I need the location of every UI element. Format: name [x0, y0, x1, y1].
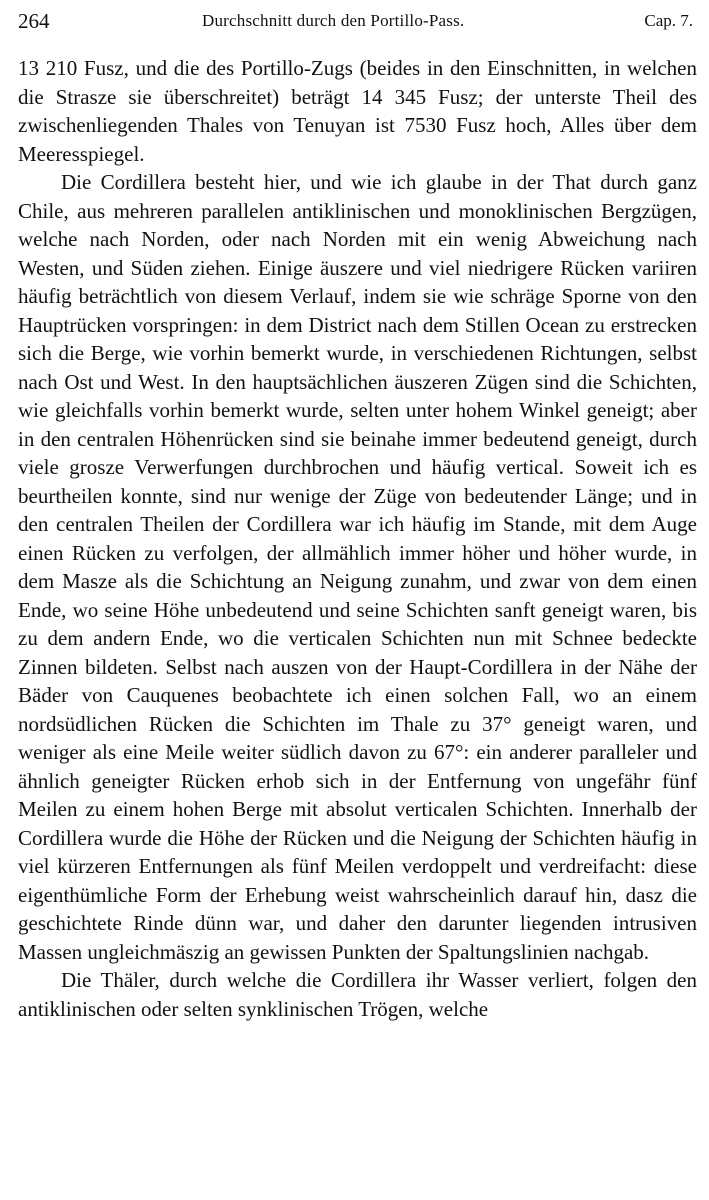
paragraph-cordillera-structure: Die Cordillera besteht hier, und wie ich glaube in der That durch ganz Chile, aus mehreren parallelen antiklinischen und monoklinischen Bergzügen, welche nach Norden, oder nach Norden mit ein wenig Abweichung nach Westen, und Süden ziehen. Einige äuszere und viel niedrigere Rücken variiren häufig beträchtlich von diesem Verlauf, indem sie wie schräge Sporne von den Hauptrücken vorspringen: in dem District nach dem Stillen Ocean zu erstrecken sich die Berge, wie vorhin bemerkt wurde, in verschiedenen Richtungen, selbst nach Ost und West. In den hauptsächlichen äuszeren Zügen sind die Schichten, wie gleichfalls vorhin bemerkt wurde, selten unter hohem Winkel geneigt; aber in den centralen Höhenrücken sind sie beinahe immer bedeutend geneigt, durch viele grosze Verwerfungen durchbrochen und häufig vertical. Soweit ich es beurtheilen konnte, sind nur wenige der Züge von bedeutender Länge; und in den centralen Theilen der Cordillera war ich häufig im Stande, mit dem Auge einen Rücken zu verfolgen, der allmählich immer höher und höher wurde, in dem Masze als die Schichtung an Neigung zunahm, und zwar von dem einen Ende, wo seine Höhe unbedeutend und seine Schichten sanft geneigt waren, bis zu dem andern Ende, wo die verticalen Schichten nun mit Schnee bedeckte Zinnen bildeten. Selbst nach auszen von der Haupt-Cordillera in der Nähe der Bäder von Cauquenes beobachtete ich einen solchen Fall, wo an einem nordsüdlichen Rücken die Schichten im Thale zu 37° geneigt waren, und weniger als eine Meile weiter südlich davon zu 67°: ein anderer paralleler und ähnlich geneigter Rücken erhob sich in der Entfernung von ungefähr fünf Meilen zu einem hohen Berge mit absolut verticalen Schichten. Innerhalb der Cordillera wurde die Höhe der Rücken und die Neigung der Schichten häufig in viel kürzeren Entfernungen als fünf Meilen verdoppelt und verdreifacht: diese eigenthümliche Form der Erhebung weist wahrscheinlich darauf hin, dasz die geschichtete Rinde dünn war, und daher den darunter liegenden intrusiven Massen ungleichmäszig an gewissen Punkten der Spaltungslinien nachgab. [18, 170, 697, 964]
page-number: 264 [18, 9, 50, 33]
running-title: Durchschnitt durch den Portillo-Pass. [202, 11, 465, 30]
chapter-label: Cap. 7. [644, 11, 693, 30]
page-body [18, 54, 697, 1023]
paragraph-valleys: Die Thäler, durch welche die Cordillera ihr Wasser verliert, folgen den antiklinischen oder selten synklinischen Trögen, welche [18, 968, 697, 1021]
paragraph-continued: 13 210 Fusz, und die des Portillo-Zugs (beides in den Einschnitten, in welchen die Strasze sie überschreitet) beträgt 14 345 Fusz; der unterste Theil des zwischenliegenden Thales von Tenuyan ist 7530 Fusz hoch, Alles über dem Meeresspiegel. [18, 56, 697, 166]
running-header [18, 6, 697, 40]
